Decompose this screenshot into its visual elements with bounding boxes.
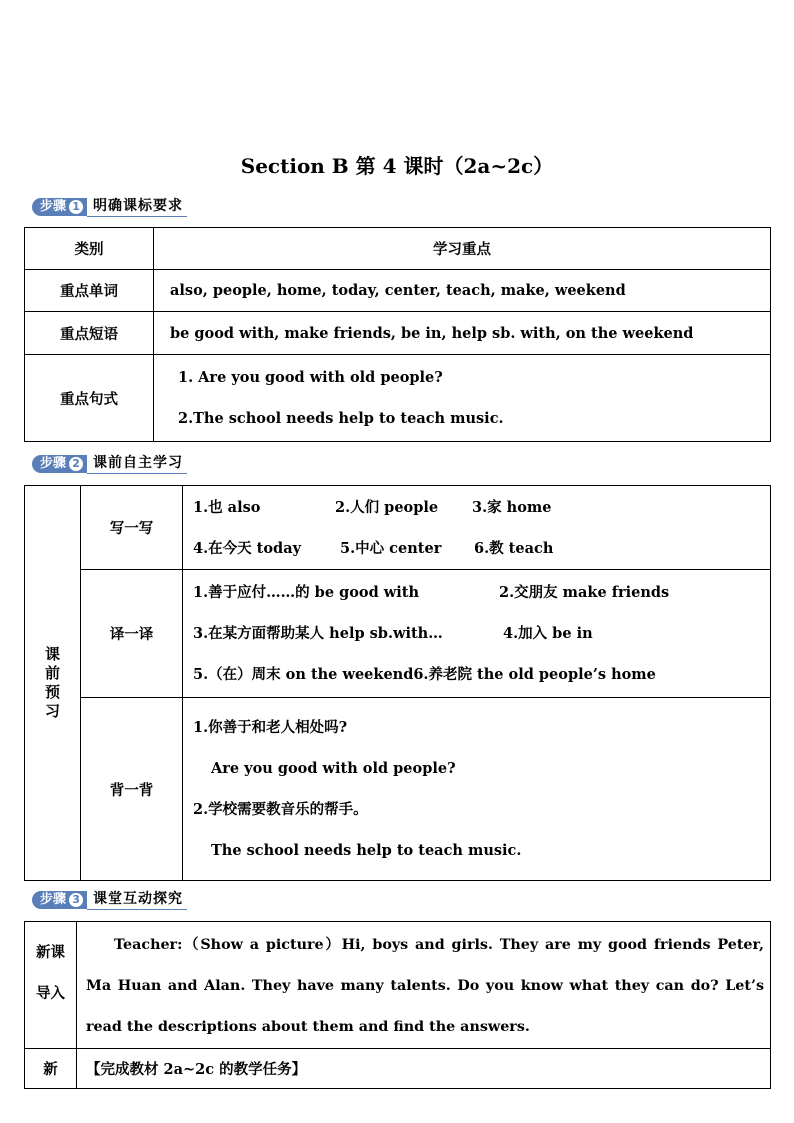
write-item-5: 5.中心 center <box>340 539 442 557</box>
preview-table <box>24 485 771 881</box>
key-points-table <box>24 227 771 442</box>
write-item-1: 1.也 also <box>193 498 261 516</box>
step-3-header <box>32 890 187 910</box>
translate-item-3: 3.在某方面帮助某人 help sb.with… <box>193 625 443 642</box>
translate-item-2: 2.交朋友 make friends <box>499 584 670 601</box>
translate-label: 译一译 <box>81 570 183 698</box>
write-item-2: 2.人们 people <box>335 498 439 516</box>
row-content-phrases: be good with, make friends, be in, help sb. with, on the weekend <box>154 312 771 355</box>
step-2-badge: 步骤 2 <box>32 455 87 473</box>
new-text: 【完成教材 2a~2c 的教学任务】 <box>77 1049 771 1089</box>
recite-line-1: 1.你善于和老人相处吗? <box>193 719 348 736</box>
recite-label: 背一背 <box>81 698 183 881</box>
classroom-table <box>24 921 771 1089</box>
write-label: 写一写 <box>81 486 183 570</box>
page-title: Section B 第 4 课时（2a~2c） <box>240 154 554 178</box>
step-2-header <box>32 454 187 474</box>
sentence-1: 1. Are you good with old people? <box>178 369 443 386</box>
preview-side-label: 课前预习 <box>25 486 81 881</box>
recite-line-3: 2.学校需要教音乐的帮手。 <box>193 801 368 818</box>
write-item-3: 3.家 home <box>472 498 552 516</box>
step-3-label: 课堂互动探究 <box>87 890 187 910</box>
step-1-badge: 步骤 1 <box>32 198 87 216</box>
new-label: 新 <box>25 1049 77 1089</box>
row-label-words: 重点单词 <box>25 270 154 312</box>
step-1-header <box>32 197 187 217</box>
row-content-sentences <box>154 355 771 442</box>
row-content-words: also, people, home, today, center, teach, make, weekend <box>154 270 771 312</box>
row-label-phrases: 重点短语 <box>25 312 154 355</box>
step-2-label: 课前自主学习 <box>87 454 187 474</box>
intro-text: Teacher:（Show a picture）Hi, boys and girls. They are my good friends Peter, Ma Huan and Alan. They have many talents. Do you know what they can do? Let’s read the descriptions about them and find the answers. <box>77 922 771 1049</box>
recite-content <box>183 698 771 881</box>
intro-label: 新课 导入 <box>25 922 77 1049</box>
recite-line-2: Are you good with old people? <box>211 760 456 777</box>
write-item-4: 4.在今天 today <box>193 539 302 557</box>
translate-item-4: 4.加入 be in <box>503 625 593 642</box>
step-3-badge: 步骤 3 <box>32 891 87 909</box>
sentence-2: 2.The school needs help to teach music. <box>178 410 504 427</box>
header-category: 类别 <box>25 228 154 270</box>
recite-line-4: The school needs help to teach music. <box>211 842 522 859</box>
row-label-sentences: 重点句式 <box>25 355 154 442</box>
translate-item-5: 5.（在）周末 on the weekend6.养老院 the old people’s home <box>193 666 656 683</box>
step-1-label: 明确课标要求 <box>87 197 187 217</box>
translate-item-1: 1.善于应付……的 be good with <box>193 584 419 601</box>
header-key-points: 学习重点 <box>154 228 771 270</box>
write-content <box>183 486 771 570</box>
write-item-6: 6.教 teach <box>474 539 554 557</box>
translate-content <box>183 570 771 698</box>
